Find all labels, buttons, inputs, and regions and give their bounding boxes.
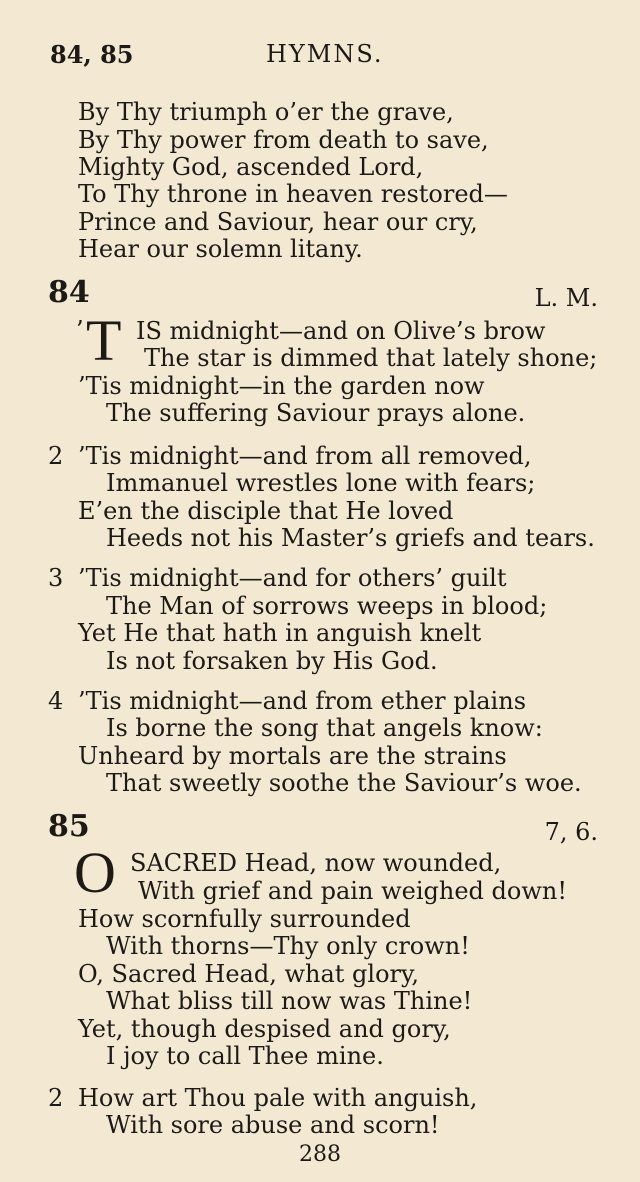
verse-line: Hear our solemn litany.	[78, 235, 363, 263]
verse-line: Unheard by mortals are the strains	[78, 742, 507, 770]
verse-line: The suffering Saviour prays alone.	[106, 399, 526, 427]
verse-line: With grief and pain weighed down!	[138, 877, 567, 905]
verse-line: How art Thou pale with anguish,	[78, 1084, 478, 1112]
verse-line: With thorns—Thy only crown!	[106, 932, 470, 960]
verse-number: 2	[48, 442, 64, 470]
verse-line: ’Tis midnight—and from ether plains	[78, 687, 527, 715]
verse-line: The star is dimmed that lately shone;	[144, 344, 598, 372]
verse-line: That sweetly soothe the Saviour’s woe.	[106, 769, 582, 797]
verse-line: The Man of sorrows weeps in blood;	[106, 592, 548, 620]
verse-line: Mighty God, ascended Lord,	[78, 153, 424, 181]
verse-line: What bliss till now was Thine!	[106, 987, 473, 1015]
verse-number: 2	[48, 1084, 64, 1112]
verse-line: With sore abuse and scorn!	[106, 1111, 440, 1139]
verse-line: Heeds not his Master’s griefs and tears.	[106, 524, 595, 552]
verse-line: IS midnight—and on Olive’s brow	[136, 317, 546, 345]
verse-line: Immanuel wrestles lone with fears;	[106, 469, 536, 497]
verse-line: ’Tis midnight—and for others’ guilt	[78, 564, 507, 592]
verse-line: I joy to call Thee mine.	[106, 1042, 384, 1070]
verse-number: 4	[48, 687, 64, 715]
verse-line: Is not forsaken by His God.	[106, 647, 438, 675]
verse-line: Yet He that hath in anguish knelt	[78, 619, 482, 647]
verse-line: Is borne the song that angels know:	[106, 714, 543, 742]
hymn-number: 84	[48, 275, 90, 310]
verse-line: ’Tis midnight—and from all removed,	[78, 442, 532, 470]
header-hymn-numbers: 84, 85	[50, 40, 134, 69]
verse-line: By Thy triumph o’er the grave,	[78, 98, 454, 126]
hymn-meter: L. M.	[534, 284, 598, 312]
hymn-number: 85	[48, 809, 90, 844]
page-header	[50, 40, 590, 74]
verse-number: 3	[48, 564, 64, 592]
verse-line: Yet, though despised and gory,	[78, 1015, 451, 1043]
verse-line: By Thy power from death to save,	[78, 126, 489, 154]
verse-line: E’en the disciple that He loved	[78, 497, 454, 525]
verse-line: O, Sacred Head, what glory,	[78, 960, 419, 988]
hymn-meter: 7, 6.	[544, 818, 598, 846]
header-title: HYMNS.	[266, 40, 384, 68]
dropcap-letter: O	[74, 840, 116, 905]
page-number: 288	[299, 1142, 341, 1167]
verse-line: How scornfully surrounded	[78, 905, 411, 933]
verse-line: To Thy throne in heaven restored—	[78, 180, 508, 208]
dropcap-apostrophe: ’	[76, 316, 84, 344]
verse-line: SACRED Head, now wounded,	[130, 849, 502, 877]
dropcap-letter: T	[86, 308, 122, 373]
verse-line: ’Tis midnight—in the garden now	[78, 372, 485, 400]
verse-line: Prince and Saviour, hear our cry,	[78, 208, 478, 236]
